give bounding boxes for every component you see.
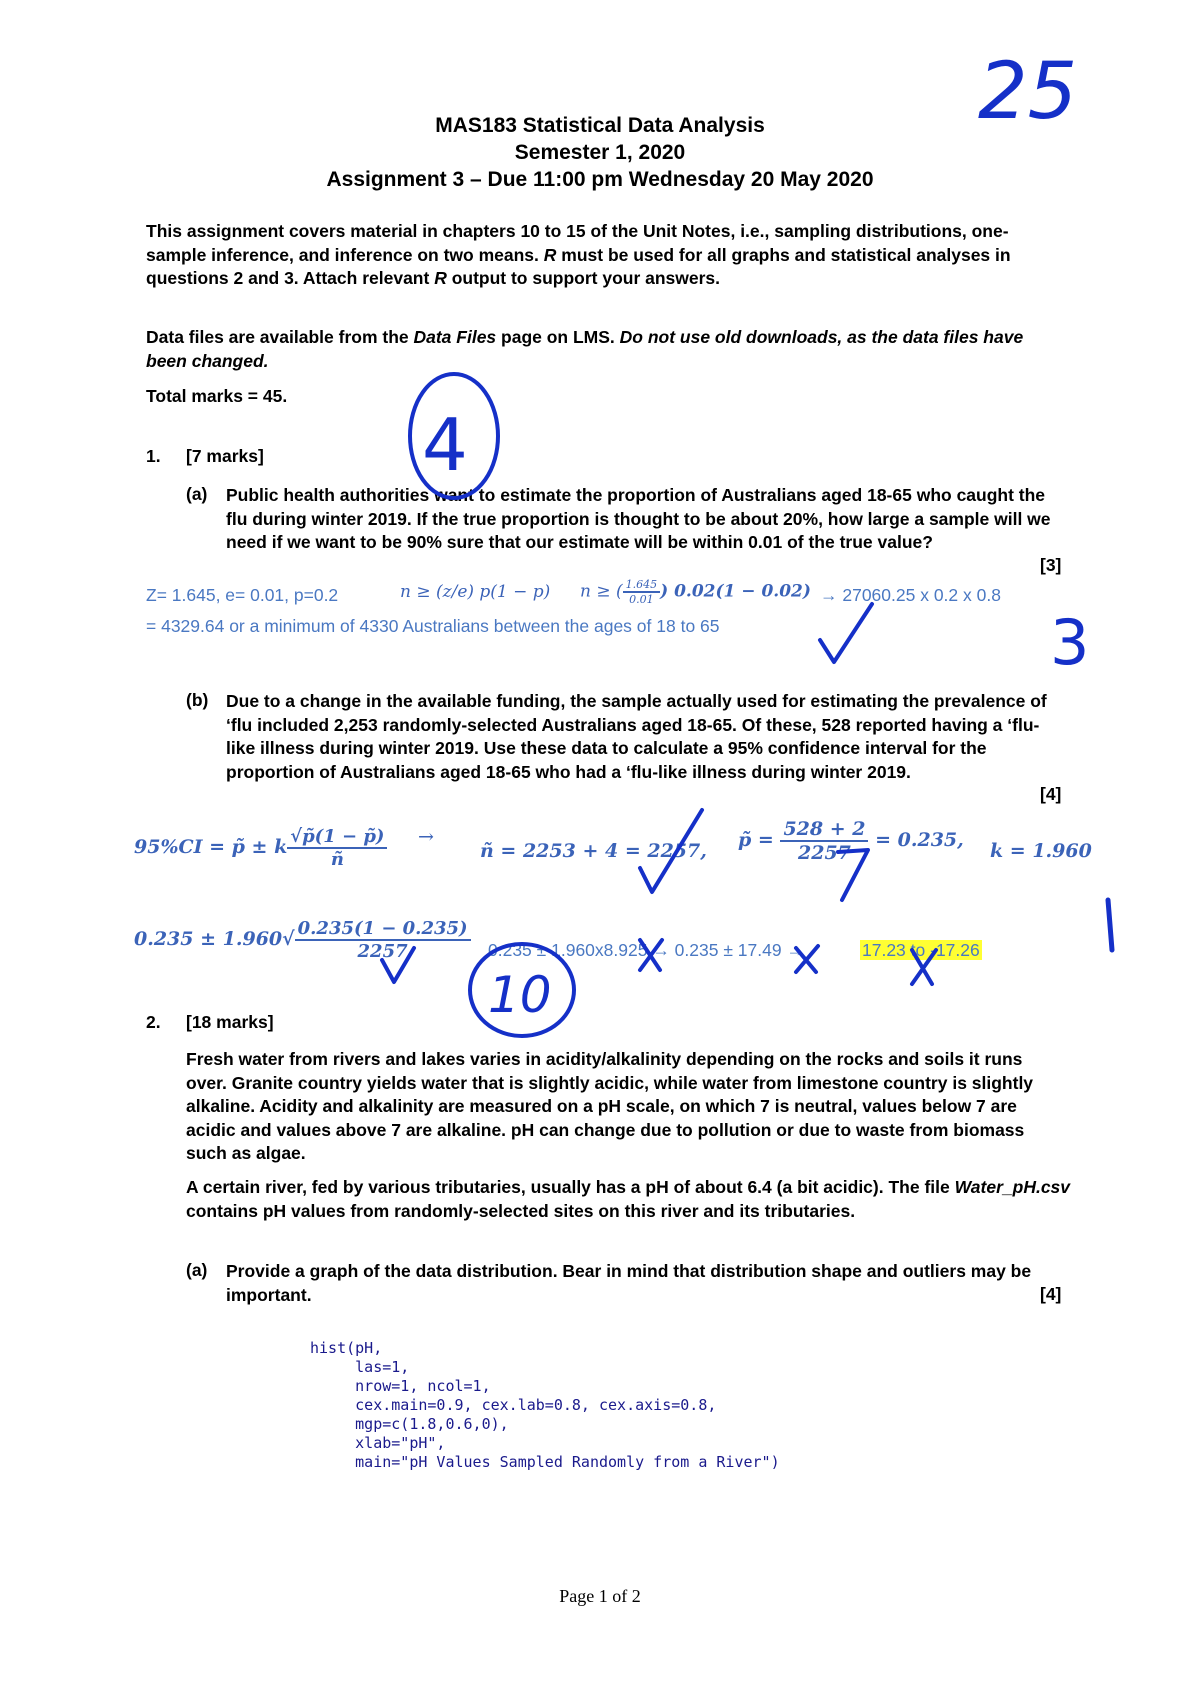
q1a-text: Public health authorities want to estimate the proportion of Australians aged 18-65 who caught the flu during winter 2019. If the true proportion is thought to be about 20%, how large a sample will we need if we want to be 90% sure that our estimate will be within 0.01 of the true value? <box>226 485 1051 552</box>
data-file-name: Water_pH.csv <box>954 1177 1071 1197</box>
q2-score-handwritten: 10 <box>488 966 552 1024</box>
q1b-ci-formula: 95%CI = p̃ ± k $\frac{√p̃(1 - p̃)}{ñ}$ <box>134 826 387 870</box>
q1a-formula: n ≥ (z/e) p(1 − p) <box>400 582 551 602</box>
q1b-score-mark <box>1108 900 1112 950</box>
q1a-marks: [3] <box>1040 555 1062 575</box>
code-line: main="pH Values Sampled Randomly from a River") <box>310 1453 780 1471</box>
code-line: mgp=c(1.8,0.6,0), <box>310 1415 509 1433</box>
q1b-label: (b) <box>186 690 209 710</box>
page-number: Page 1 of 2 <box>559 1586 641 1606</box>
q1a-answer-arrow: → 27060.25 x 0.2 x 0.8 <box>820 585 1001 605</box>
q1a-answer-result: = 4329.64 or a minimum of 4330 Australians between the ages of 18 to 65 <box>146 616 720 636</box>
code-line: nrow=1, ncol=1, <box>310 1377 491 1395</box>
data-files-paragraph: Data files are available from the Data Files page on LMS. Do not use old downloads, as the data files have been changed. <box>146 327 1024 371</box>
q1b-p-tilde: p̃ = $\frac{528 + 2}{2257}$ = 0.235, <box>738 818 964 864</box>
intro-paragraph: This assignment covers material in chapters 10 to 15 of the Unit Notes, i.e., sampling distributions, one-sample inference, and inference on two means. R must be used for all graphs and statistical analyses in questions 2 and 3. Attach relevant R output to support your answers. <box>146 221 1011 288</box>
course-title: MAS183 Statistical Data Analysis <box>435 114 765 137</box>
data-files-link: Data Files <box>413 327 497 347</box>
assignment-title: Assignment 3 – Due 11:00 pm Wednesday 20 May 2020 <box>326 168 874 191</box>
q1b-arrow: → <box>418 826 434 848</box>
q1a-label: (a) <box>186 484 208 504</box>
q1b-marks: [4] <box>1040 784 1062 804</box>
q2a-label: (a) <box>186 1260 208 1280</box>
warning-text: Do not use old downloads, as the data files have been changed. <box>146 327 1024 371</box>
q2-number: 2. <box>146 1012 161 1032</box>
code-line: las=1, <box>310 1358 410 1376</box>
q1b-calc-formula: 0.235 ± 1.960√ $\frac{0.235(1 - 0.235)}{2257}$ <box>134 918 471 962</box>
q2a-marks: [4] <box>1040 1284 1062 1304</box>
q2-marks: [18 marks] <box>186 1012 274 1032</box>
q1b-n-tilde: ñ = 2253 + 4 = 2257, <box>480 840 707 862</box>
q1-number: 1. <box>146 446 161 466</box>
code-line: hist(pH, <box>310 1339 383 1357</box>
q1a-formula-substituted: n ≥ ( $\frac{1.645}{0.01}$ ) 0.02(1 − 0.02) <box>580 578 811 606</box>
checkmark-icon <box>820 604 872 662</box>
total-marks: Total marks = 45. <box>146 386 288 406</box>
q2-dataset: A certain river, fed by various tributaries, usually has a pH of about 6.4 (a bit acidic). The file Water_pH.csv contains pH values from randomly-selected sites on this river and its tributaries. <box>186 1177 1071 1221</box>
total-score-handwritten: 25 <box>978 47 1078 137</box>
semester-title: Semester 1, 2020 <box>514 141 686 164</box>
q1b-text: Due to a change in the available funding, the sample actually used for estimating the prevalence of ‘flu included 2,253 randomly-selected Australians aged 18-65. Of these, 528 reported having a ‘flu-like illness during winter 2019. Use these data to calculate a 95% confidence interval for the proportion of Australians aged 18-65 who had a ‘flu-like illness during winter 2019. <box>226 691 1047 782</box>
q2-intro: Fresh water from rivers and lakes varies in acidity/alkalinity depending on the rocks and soils it runs over. Granite country yields water that is slightly acidic, while water from limestone country is slightly alkaline. Acidity and alkalinity are measured on a pH scale, on which 7 is neutral, values below 7 are acidic and values above 7 are alkaline. pH can change due to pollution or due to waste from biomass such as algae. <box>186 1049 1034 1163</box>
q1b-calc-text: 0.235 ± 1.960x8.925 → 0.235 ± 17.49 → <box>488 940 804 960</box>
q1a-answer-values: Z= 1.645, e= 0.01, p=0.2 <box>146 585 339 605</box>
r-code-block <box>310 1320 780 1472</box>
q1b-result: 17.23 to -17.26 <box>862 940 980 960</box>
q1b-k-value: k = 1.960 <box>990 840 1092 862</box>
code-line: cex.main=0.9, cex.lab=0.8, cex.axis=0.8, <box>310 1396 717 1414</box>
q1a-score-handwritten: 3 <box>1050 606 1090 679</box>
q1-score-handwritten: 4 <box>422 403 468 487</box>
code-line: xlab="pH", <box>310 1434 446 1452</box>
q1-marks: [7 marks] <box>186 446 264 466</box>
q2a-text: Provide a graph of the data distribution. Bear in mind that distribution shape and outliers may be important. <box>226 1261 1032 1305</box>
